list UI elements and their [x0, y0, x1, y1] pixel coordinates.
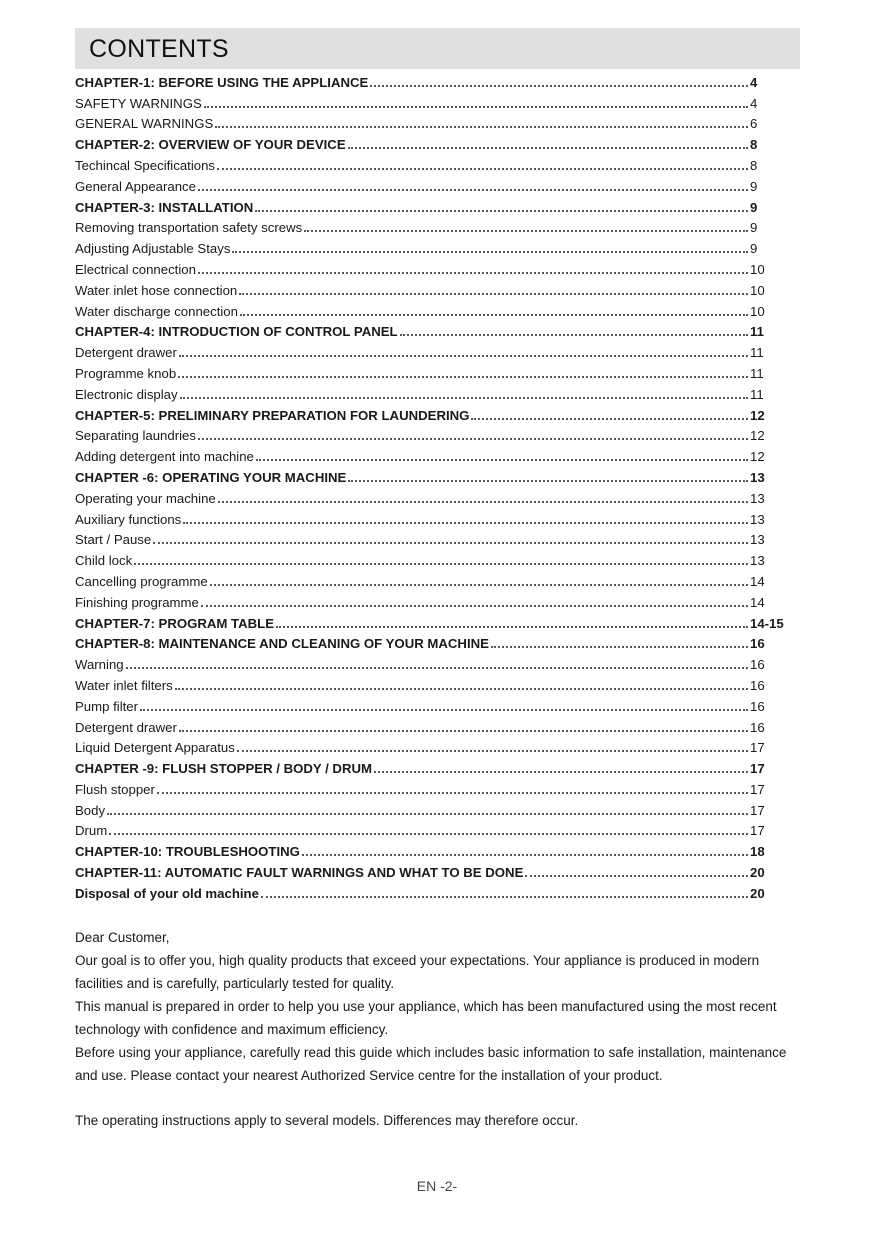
toc-entry-title: Detergent drawer	[75, 719, 177, 735]
toc-dot-leader	[179, 355, 748, 357]
toc-dot-leader	[179, 730, 748, 732]
toc-entry[interactable]	[75, 320, 790, 341]
contents-header-bar	[75, 28, 800, 69]
toc-dot-leader	[276, 626, 748, 628]
toc-entry-title: Auxiliary functions	[75, 511, 182, 527]
toc-dot-leader	[218, 501, 748, 503]
toc-entry[interactable]	[75, 860, 790, 881]
toc-dot-leader	[183, 522, 748, 524]
toc-entry-title: Cancelling programme	[75, 573, 208, 589]
toc-entry-page: 9	[750, 178, 758, 194]
intro-text	[75, 926, 805, 1132]
toc-entry[interactable]	[75, 91, 790, 112]
toc-dot-leader	[348, 480, 748, 482]
toc-entry[interactable]	[75, 881, 790, 902]
toc-entry-title: CHAPTER-1: BEFORE USING THE APPLIANCE	[75, 74, 369, 90]
toc-entry-title: Separating laundries	[75, 428, 196, 444]
toc-entry-page: 13	[750, 511, 765, 527]
toc-entry[interactable]	[75, 756, 790, 777]
toc-entry-title: Removing transportation safety screws	[75, 220, 303, 236]
toc-entry-title: CHAPTER-2: OVERVIEW OF YOUR DEVICE	[75, 137, 346, 153]
toc-entry-page: 10	[750, 303, 765, 319]
toc-entry-page: 12	[750, 428, 765, 444]
toc-entry[interactable]	[75, 174, 790, 195]
toc-entry-page: 17	[750, 802, 765, 818]
toc-entry[interactable]	[75, 632, 790, 653]
toc-entry-page: 4	[750, 95, 758, 111]
toc-dot-leader	[239, 293, 748, 295]
toc-entry-page: 12	[750, 407, 765, 423]
toc-entry[interactable]	[75, 361, 790, 382]
toc-entry-page: 10	[750, 261, 765, 277]
toc-entry[interactable]	[75, 299, 790, 320]
toc-entry-page: 16	[750, 657, 765, 673]
toc-entry[interactable]	[75, 132, 790, 153]
toc-entry-title: Drum	[75, 823, 108, 839]
toc-entry[interactable]	[75, 777, 790, 798]
toc-entry[interactable]	[75, 70, 790, 91]
toc-dot-leader	[107, 813, 748, 815]
toc-entry[interactable]	[75, 153, 790, 174]
toc-dot-leader	[198, 189, 748, 191]
toc-entry-page: 20	[750, 885, 765, 901]
toc-entry-title: CHAPTER-5: PRELIMINARY PREPARATION FOR LAUNDERING	[75, 407, 470, 423]
toc-entry-title: Water discharge connection	[75, 303, 238, 319]
toc-entry-title: Warning	[75, 657, 124, 673]
toc-entry-title: Child lock	[75, 553, 133, 569]
toc-entry-title: CHAPTER-8: MAINTENANCE AND CLEANING OF YOUR MACHINE	[75, 636, 489, 652]
toc-dot-leader	[256, 459, 748, 461]
toc-entry[interactable]	[75, 548, 790, 569]
toc-entry-title: Flush stopper	[75, 781, 155, 797]
toc-entry-page: 18	[750, 844, 765, 860]
toc-entry-page: 9	[750, 199, 758, 215]
toc-dot-leader	[215, 126, 748, 128]
toc-entry-title: CHAPTER -9: FLUSH STOPPER / BODY / DRUM	[75, 761, 372, 777]
toc-entry-title: Techincal Specifications	[75, 157, 216, 173]
toc-entry-title: Programme knob	[75, 365, 177, 381]
toc-entry-title: CHAPTER-4: INTRODUCTION OF CONTROL PANEL	[75, 324, 398, 340]
toc-entry[interactable]	[75, 673, 790, 694]
toc-entry[interactable]	[75, 112, 790, 133]
toc-entry[interactable]	[75, 819, 790, 840]
toc-entry[interactable]	[75, 257, 790, 278]
toc-entry-page: 17	[750, 761, 765, 777]
toc-entry[interactable]	[75, 236, 790, 257]
toc-dot-leader	[180, 397, 748, 399]
toc-entry-title: General Appearance	[75, 178, 196, 194]
toc-entry-title: Electrical connection	[75, 261, 196, 277]
toc-entry-page: 16	[750, 636, 765, 652]
intro-paragraph-2: This manual is prepared in order to help you use your appliance, which has been manufactured using the most recent technology with confidence and maximum efficiency.	[75, 999, 777, 1037]
toc-entry-title: Water inlet filters	[75, 677, 173, 693]
toc-entry-title: CHAPTER-11: AUTOMATIC FAULT WARNINGS AND WHAT TO BE DONE	[75, 865, 524, 881]
toc-dot-leader	[153, 542, 748, 544]
toc-dot-leader	[198, 438, 748, 440]
toc-entry-page: 17	[750, 823, 765, 839]
toc-entry-title: Finishing programme	[75, 594, 199, 610]
toc-entry-title: Disposal of your old machine	[75, 885, 259, 901]
toc-dot-leader	[255, 210, 748, 212]
toc-entry-title: Start / Pause	[75, 532, 152, 548]
toc-dot-leader	[204, 106, 748, 108]
page-title: CONTENTS	[89, 35, 229, 63]
toc-entry-page: 11	[750, 386, 764, 402]
toc-entry-page: 11	[750, 365, 764, 381]
toc-dot-leader	[400, 334, 748, 336]
toc-entry-page: 14	[750, 573, 765, 589]
toc-entry-page: 9	[750, 220, 758, 236]
toc-dot-leader	[201, 605, 748, 607]
toc-entry-page: 4	[750, 74, 758, 90]
toc-entry[interactable]	[75, 486, 790, 507]
toc-dot-leader	[109, 833, 748, 835]
toc-entry[interactable]	[75, 528, 790, 549]
toc-entry-title: GENERAL WARNINGS	[75, 116, 214, 132]
toc-entry-title: CHAPTER-10: TROUBLESHOOTING	[75, 844, 300, 860]
toc-entry[interactable]	[75, 278, 790, 299]
toc-entry-title: Adjusting Adjustable Stays	[75, 241, 231, 257]
toc-entry-page: 13	[750, 469, 765, 485]
toc-dot-leader	[374, 771, 748, 773]
toc-entry[interactable]	[75, 424, 790, 445]
toc-entry-page: 12	[750, 449, 765, 465]
toc-dot-leader	[157, 792, 748, 794]
toc-dot-leader	[175, 688, 748, 690]
intro-paragraph-3: Before using your appliance, carefully read this guide which includes basic information to safe installation, maintenance and use. Please contact your nearest Authorized Service centre for the installation of your product.	[75, 1045, 787, 1083]
table-of-contents	[75, 70, 790, 902]
toc-entry[interactable]	[75, 798, 790, 819]
toc-entry-page: 8	[750, 137, 758, 153]
toc-dot-leader	[370, 85, 748, 87]
toc-dot-leader	[232, 251, 748, 253]
toc-entry-title: Adding detergent into machine	[75, 449, 254, 465]
toc-entry-page: 14	[750, 594, 765, 610]
intro-greeting: Dear Customer,	[75, 930, 170, 945]
toc-dot-leader	[178, 376, 748, 378]
toc-entry[interactable]	[75, 195, 790, 216]
toc-entry-page: 13	[750, 553, 765, 569]
toc-entry[interactable]	[75, 590, 790, 611]
toc-entry[interactable]	[75, 611, 790, 632]
intro-paragraph-1: Our goal is to offer you, high quality products that exceed your expectations. Your appliance is produced in modern facilities and is carefully, particularly tested for quality.	[75, 953, 760, 991]
toc-dot-leader	[126, 667, 748, 669]
toc-dot-leader	[261, 896, 748, 898]
toc-entry[interactable]	[75, 694, 790, 715]
toc-entry-page: 9	[750, 241, 758, 257]
toc-entry[interactable]	[75, 839, 790, 860]
toc-entry[interactable]	[75, 736, 790, 757]
toc-entry-page: 16	[750, 677, 765, 693]
toc-entry-page: 8	[750, 157, 758, 173]
toc-entry-title: CHAPTER -6: OPERATING YOUR MACHINE	[75, 469, 347, 485]
intro-paragraph-4: The operating instructions apply to several models. Differences may therefore occur.	[75, 1113, 579, 1128]
toc-dot-leader	[302, 854, 748, 856]
toc-dot-leader	[237, 750, 748, 752]
toc-entry[interactable]	[75, 444, 790, 465]
toc-entry-page: 17	[750, 781, 765, 797]
toc-dot-leader	[217, 168, 748, 170]
toc-entry-title: CHAPTER-3: INSTALLATION	[75, 199, 254, 215]
toc-entry-title: Operating your machine	[75, 490, 216, 506]
toc-entry[interactable]	[75, 216, 790, 237]
toc-entry-page: 16	[750, 719, 765, 735]
toc-entry-page: 20	[750, 865, 765, 881]
toc-dot-leader	[240, 314, 748, 316]
toc-dot-leader	[525, 875, 748, 877]
toc-entry-page: 16	[750, 698, 765, 714]
toc-entry[interactable]	[75, 403, 790, 424]
toc-entry-page: 14-15	[750, 615, 784, 631]
toc-entry-page: 13	[750, 490, 765, 506]
toc-entry-title: CHAPTER-7: PROGRAM TABLE	[75, 615, 275, 631]
toc-entry-page: 10	[750, 282, 765, 298]
toc-dot-leader	[348, 147, 748, 149]
toc-entry-page: 13	[750, 532, 765, 548]
toc-entry-page: 17	[750, 740, 765, 756]
toc-entry[interactable]	[75, 507, 790, 528]
toc-entry-title: SAFETY WARNINGS	[75, 95, 202, 111]
toc-entry[interactable]	[75, 715, 790, 736]
toc-dot-leader	[140, 709, 748, 711]
toc-entry-title: Water inlet hose connection	[75, 282, 238, 298]
toc-entry-title: Detergent drawer	[75, 345, 177, 361]
toc-entry[interactable]	[75, 340, 790, 361]
toc-entry-page: 6	[750, 116, 758, 132]
toc-dot-leader	[471, 418, 748, 420]
page-number: EN -2-	[416, 1178, 458, 1194]
toc-entry-title: Electronic display	[75, 386, 178, 402]
toc-dot-leader	[491, 646, 748, 648]
toc-dot-leader	[134, 563, 748, 565]
toc-entry[interactable]	[75, 465, 790, 486]
toc-dot-leader	[198, 272, 748, 274]
toc-entry-page: 11	[750, 324, 764, 340]
toc-entry[interactable]	[75, 382, 790, 403]
toc-entry[interactable]	[75, 569, 790, 590]
toc-entry-page: 11	[750, 345, 764, 361]
toc-entry-title: Body	[75, 802, 106, 818]
toc-dot-leader	[304, 230, 748, 232]
toc-dot-leader	[210, 584, 748, 586]
toc-entry-title: Liquid Detergent Apparatus	[75, 740, 235, 756]
toc-entry[interactable]	[75, 652, 790, 673]
toc-entry-title: Pump filter	[75, 698, 139, 714]
